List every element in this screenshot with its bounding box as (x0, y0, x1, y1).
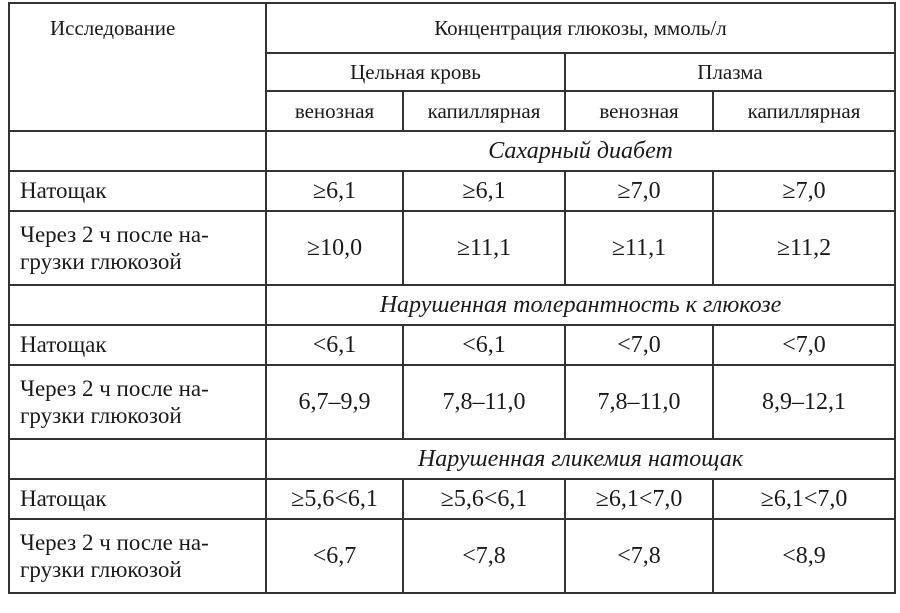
row-label: Натощак (9, 479, 266, 519)
header-whole-blood: Цельная кровь (266, 53, 565, 91)
row-label: Натощак (9, 171, 266, 211)
table-row (9, 519, 895, 593)
header-capillary-blood: капиллярная (403, 91, 565, 131)
row-label-line: грузки глюкозой (20, 403, 182, 428)
table-cell: 6,7–9,9 (266, 365, 403, 439)
header-capillary-plasma: капиллярная (713, 91, 895, 131)
table-cell: <7,0 (713, 325, 895, 365)
section-empty-cell (9, 439, 266, 479)
table-cell: ≥10,0 (266, 211, 403, 285)
section-title: Сахарный диабет (266, 131, 895, 171)
header-venous-blood: венозная (266, 91, 403, 131)
header-plasma: Плазма (565, 53, 895, 91)
table-cell: ≥11,1 (403, 211, 565, 285)
header-venous-plasma: венозная (565, 91, 713, 131)
row-label-line: грузки глюкозой (20, 249, 182, 274)
table-cell: ≥7,0 (713, 171, 895, 211)
row-label-line: Через 2 ч после на- (20, 529, 209, 555)
table-cell: ≥6,1 (266, 171, 403, 211)
row-label (9, 211, 266, 285)
section-empty-cell (9, 285, 266, 325)
table-row (9, 171, 895, 211)
row-label-line: Через 2 ч после на- (20, 221, 209, 247)
table-cell: <6,7 (266, 519, 403, 593)
table-row (9, 211, 895, 285)
table-cell: <7,0 (565, 325, 713, 365)
table-cell: ≥5,6<6,1 (403, 479, 565, 519)
header-study: Исследование (9, 3, 266, 131)
section-empty-cell (9, 131, 266, 171)
table-cell: <8,9 (713, 519, 895, 593)
header-row-top (9, 3, 895, 53)
row-label: Натощак (9, 325, 266, 365)
row-label-line: грузки глюкозой (20, 557, 182, 582)
table-cell: <6,1 (403, 325, 565, 365)
row-label (9, 365, 266, 439)
table-cell: ≥7,0 (565, 171, 713, 211)
table-row (9, 325, 895, 365)
section-row (9, 131, 895, 171)
table-cell: 8,9–12,1 (713, 365, 895, 439)
table-cell: ≥6,1<7,0 (565, 479, 713, 519)
glucose-criteria-table (8, 2, 896, 594)
table-row (9, 365, 895, 439)
table-cell: ≥6,1 (403, 171, 565, 211)
section-title: Нарушенная толерантность к глюкозе (266, 285, 895, 325)
table-cell: ≥6,1<7,0 (713, 479, 895, 519)
header-concentration: Концентрация глюкозы, ммоль/л (266, 3, 895, 53)
table-cell: <7,8 (403, 519, 565, 593)
row-label-line: Через 2 ч после на- (20, 375, 209, 401)
row-label (9, 519, 266, 593)
section-title: Нарушенная гликемия натощак (266, 439, 895, 479)
table-cell: ≥5,6<6,1 (266, 479, 403, 519)
table-cell: <6,1 (266, 325, 403, 365)
table-cell: 7,8–11,0 (565, 365, 713, 439)
table-cell: ≥11,1 (565, 211, 713, 285)
section-row (9, 285, 895, 325)
table-cell: ≥11,2 (713, 211, 895, 285)
table-cell: 7,8–11,0 (403, 365, 565, 439)
table-cell: <7,8 (565, 519, 713, 593)
table-row (9, 479, 895, 519)
section-row (9, 439, 895, 479)
